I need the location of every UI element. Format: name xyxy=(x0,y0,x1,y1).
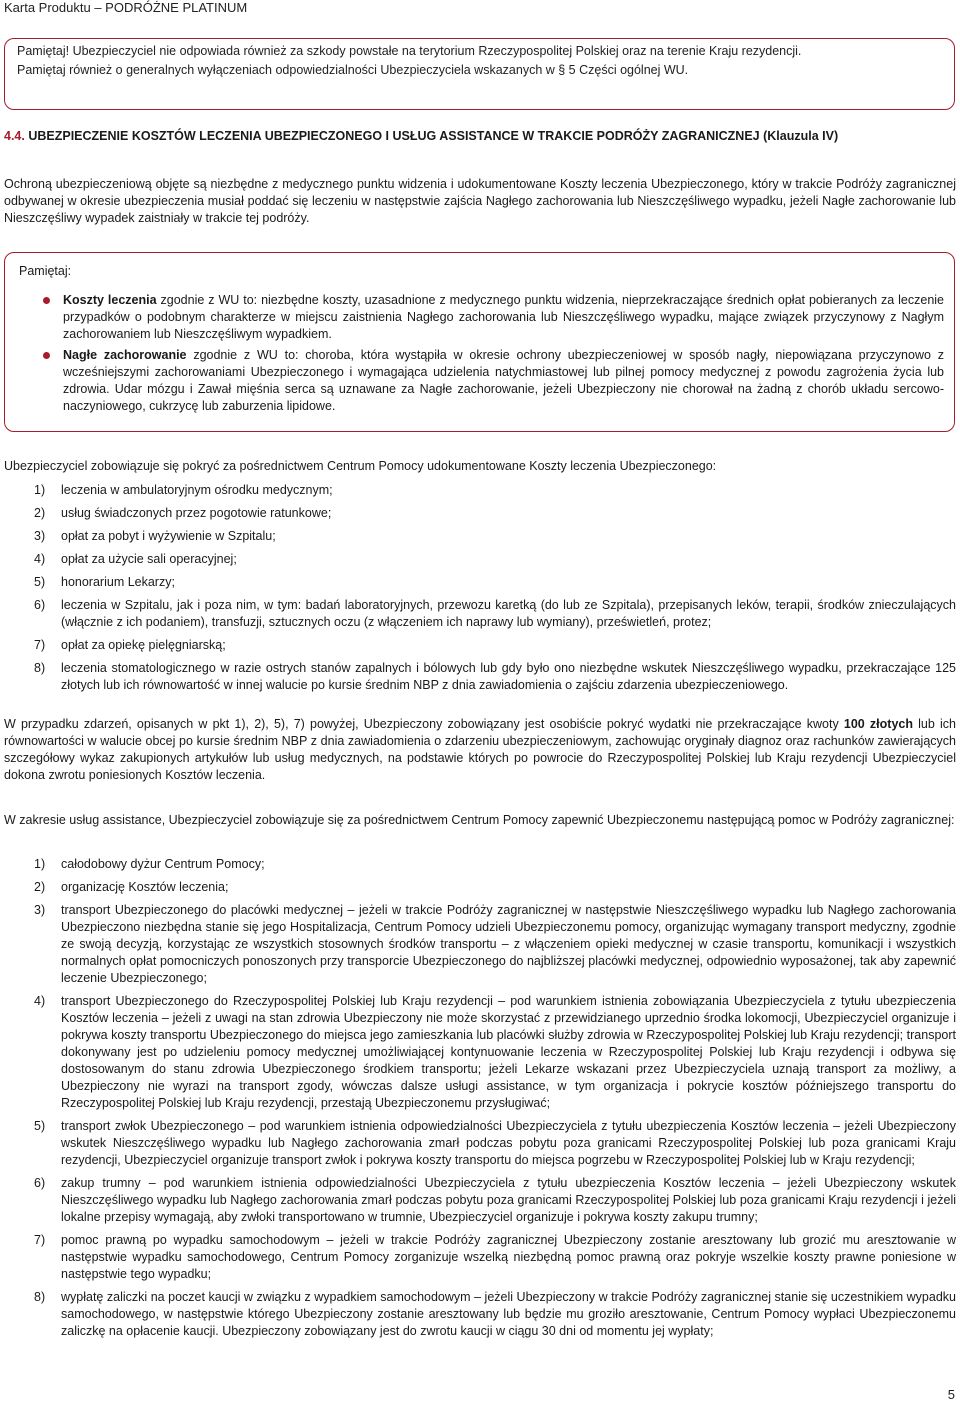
assistance-list xyxy=(4,856,956,1340)
list-number: 4) xyxy=(34,994,46,1008)
list-number: 7) xyxy=(34,638,46,652)
list-item xyxy=(4,660,956,694)
definition-term: Nagłe zachorowanie xyxy=(63,348,187,362)
list-number: 2) xyxy=(34,506,46,520)
list-item xyxy=(4,1289,956,1340)
list-number: 1) xyxy=(34,483,46,497)
self-pay-text: W przypadku zdarzeń, opisanych w pkt 1), 2), 5), 7) powyżej, Ubezpieczony zobowiązany jest osobiście pokryć wydatki nie przekraczające kwoty xyxy=(4,717,844,731)
page-number: 5 xyxy=(947,1387,955,1402)
list-item xyxy=(4,902,956,987)
self-pay-text-cont: lub ich równowartości w walucie obcej po kursie średnim NBP z dnia zawiadomienia o zdarzeniu ubezpieczeniowym, zachowując oryginały diagnoz oraz rachunków zawierających szczegółowy wykaz zakupionych artykułów lub usług medycznych, na podstawie których po powrocie do Rzeczypospolitej Polskiej lub Kraju rezydencji Ubezpieczyciel dokona zwrotu poniesionych Kosztów leczenia. xyxy=(4,717,956,782)
list-text: całodobowy dyżur Centrum Pomocy; xyxy=(61,857,265,871)
definition-item xyxy=(19,292,944,343)
list-text: opłat za użycie sali operacyjnej; xyxy=(61,552,237,566)
list-number: 3) xyxy=(34,529,46,543)
list-item xyxy=(4,574,956,591)
list-text: wypłatę zaliczki na poczet kaucji w związku z wypadkiem samochodowym – jeżeli Ubezpieczony w trakcie Podróży zagranicznej stanie się uczestnikiem wypadku samochodowego, w następstwie którego Ubezpieczony zostanie aresztowany lub będzie mu groziło aresztowanie, Centrum Pomocy wypłaci Ubezpieczonemu zaliczkę na opłacenie kaucji. Ubezpieczony zobowiązany jest do zwrotu kaucji w ciągu 30 dni od momentu jej wypłaty; xyxy=(61,1290,956,1338)
section-title: UBEZPIECZENIE KOSZTÓW LECZENIA UBEZPIECZONEGO I USŁUG ASSISTANCE W TRAKCIE PODRÓŻY ZAGRANICZNEJ (Klauzula IV) xyxy=(28,129,839,143)
list-item xyxy=(4,505,956,522)
list-item xyxy=(4,551,956,568)
reminder-title: Pamiętaj: xyxy=(19,264,72,278)
list-text: leczenia stomatologicznego w razie ostrych stanów zapalnych i bólowych lub gdy było ono niezbędne wskutek Nieszczęśliwego wypadku, przekraczające 125 złotych lub ich równowartość w innej walucie po kursie średnim NBP z dnia zawiadomienia o zajściu zdarzenia ubezpieczeniowego. xyxy=(61,661,956,692)
costs-list xyxy=(4,482,956,694)
list-number: 8) xyxy=(34,1290,46,1304)
list-number: 1) xyxy=(34,857,46,871)
list-text: organizację Kosztów leczenia; xyxy=(61,880,229,894)
list-number: 6) xyxy=(34,598,46,612)
list-item xyxy=(4,528,956,545)
list-text: usług świadczonych przez pogotowie ratunkowe; xyxy=(61,506,332,520)
assistance-lead: W zakresie usług assistance, Ubezpieczyciel zobowiązuje się za pośrednictwem Centrum Pomocy zapewnić Ubezpieczonemu następującą pomoc w Podróży zagranicznej: xyxy=(4,813,955,827)
list-text: transport zwłok Ubezpieczonego – pod warunkiem istnienia odpowiedzialności Ubezpieczyciela z tytułu ubezpieczenia Kosztów leczenia – jeżeli Ubezpieczony wskutek Nieszczęśliwego wypadku lub Nagłego zachorowania zmarł podczas pobytu poza granicami Rzeczypospolitej Polskiej lub poza granicami Kraju rezydencji, Ubezpieczyciel organizuje transport zwłok i pokrywa koszty transportu do miejsca pogrzebu w Rzeczypospolitej Polskiej lub w Kraju rezydencji; xyxy=(61,1119,956,1167)
list-text: transport Ubezpieczonego do Rzeczypospolitej Polskiej lub Kraju rezydencji – pod warunkiem istnienia zobowiązania Ubezpieczyciela z tytułu ubezpieczenia Kosztów leczenia – jeżeli z uwagi na stan zdrowia Ubezpieczony nie może skorzystać z przewidzianego uprzednio środka lokomocji, Ubezpieczyciel organizuje i pokrywa koszty transportu Ubezpieczonego do miejsca jego zamieszkania lub placówki służby zdrowia w Rzeczypospolitej Polskiej lub Kraju rezydencji; transport dokonywany jest po udzieleniu pomocy medycznej umożliwiającej kontynuowanie leczenia w Rzeczypospolitej Polskiej lub Kraju rezydencji i odbywa się dostosowanym do stanu zdrowia Ubezpieczonego środkiem transportu; jeżeli Lekarze wskazani przez Ubezpieczyciela uznają transport za możliwy, a Ubezpieczony nie wyrazi na transport zgody, wówczas dalsze usługi assistance, w tym organizacja i pokrycie kosztów późniejszego transportu do Rzeczypospolitej Polskiej lub Kraju rezydencji, przestają Ubezpieczonemu przysługiwać; xyxy=(61,994,956,1110)
list-text: leczenia w Szpitalu, jak i poza nim, w tym: badań laboratoryjnych, przewozu karetką (do lub ze Szpitala), przepisanych leków, terapii, środków znieczulających (włącznie z ich podaniem), transfuzji, sztucznych oczu (z włączeniem ich naprawy lub wymiany), prześwietleń, protez; xyxy=(61,598,956,629)
list-item xyxy=(4,597,956,631)
definition-text: zgodnie z WU to: niezbędne koszty, uzasadnione z medycznego punktu widzenia, nieprzekraczające średnich opłat pobieranych za leczenie przypadków o podobnym charakterze w miejscu zaistnienia Nagłego zachorowania lub Nieszczęśliwego wypadku, mające związek przyczynowy z Nagłym zachorowaniem lub Nieszczęśliwym wypadkiem. xyxy=(63,293,945,341)
list-text: leczenia w ambulatoryjnym ośrodku medycznym; xyxy=(61,483,333,497)
list-item xyxy=(4,1175,956,1226)
list-item xyxy=(4,1232,956,1283)
definition-text: zgodnie z WU to: choroba, która wystąpiła w okresie ochrony ubezpieczeniowej w sposób nagły, niepowiązana przyczynowo z wcześniejszymi zachorowaniami Ubezpieczonego i wymagająca udzielenia natychmiastowej lub pilnej pomocy medycznej z powodu zagrożenia życia lub zdrowia. Udar mózgu i Zawał mięśnia serca są uznawane za Nagłe zachorowanie, jeżeli Ubezpieczony nie chorował na żadną z chorób układu sercowo-naczyniowego, cukrzycę lub zaburzenia lipidowe. xyxy=(63,348,944,413)
self-pay-paragraph xyxy=(4,716,956,784)
list-item xyxy=(4,482,956,499)
list-number: 7) xyxy=(34,1233,46,1247)
list-item xyxy=(4,1118,956,1169)
list-item xyxy=(4,856,956,873)
list-text: opłat za opiekę pielęgniarską; xyxy=(61,638,226,652)
list-item xyxy=(4,879,956,896)
list-number: 2) xyxy=(34,880,46,894)
section-heading xyxy=(4,128,956,145)
self-pay-amount: 100 złotych xyxy=(843,717,913,731)
costs-lead: Ubezpieczyciel zobowiązuje się pokryć za pośrednictwem Centrum Pomocy udokumentowane Koszty leczenia Ubezpieczonego: xyxy=(4,459,717,473)
reminder-box xyxy=(4,252,955,432)
bullet-icon xyxy=(43,352,50,359)
list-text: pomoc prawną po wypadku samochodowym – jeżeli w trakcie Podróży zagranicznej Ubezpieczony zostanie aresztowany lub grozić mu aresztowanie w następstwie wypadku samochodowego, Centrum Pomocy zorganizuje wszelką niezbędną pomoc prawną oraz pokryje wszelkie koszty prawne poniesione w następstwie tego wypadku; xyxy=(61,1233,956,1281)
list-number: 5) xyxy=(34,1119,46,1133)
list-item xyxy=(4,993,956,1112)
list-item xyxy=(4,637,956,654)
bullet-icon xyxy=(43,297,50,304)
list-number: 4) xyxy=(34,552,46,566)
warning-line-2: Pamiętaj również o generalnych wyłączeniach odpowiedzialności Ubezpieczyciela wskazanych w § 5 Części ogólnej WU. xyxy=(17,63,689,77)
section-number: 4.4. xyxy=(4,129,25,143)
list-text: opłat za pobyt i wyżywienie w Szpitalu; xyxy=(61,529,276,543)
warning-line-1: Pamiętaj! Ubezpieczyciel nie odpowiada również za szkody powstałe na terytorium Rzeczypospolitej Polskiej oraz na terenie Kraju rezydencji. xyxy=(17,44,802,58)
list-text: transport Ubezpieczonego do placówki medycznej – jeżeli w trakcie Podróży zagranicznej w następstwie Nieszczęśliwego wypadku lub Nagłego zachorowania Ubezpieczono niezbędna stanie się jego Hospitalizacja, Centrum Pomocy udzieli Ubezpieczonemu pomocy, organizując wymagany transport medyczny, zgodnie ze swoją decyzją, korzystając ze wszystkich stosownych środków transportu – z włączeniem opieki medycznej w czasie transportu, komunikacji i wszystkich normalnych opłat pomocniczych ponoszonych przy transporcie Ubezpieczonego do najbliższej placówki medycznej, odpowiednio wyposażonej, tak aby zapewnić leczenie Ubezpieczonego; xyxy=(61,903,956,985)
list-number: 3) xyxy=(34,903,46,917)
list-text: honorarium Lekarzy; xyxy=(61,575,175,589)
list-number: 5) xyxy=(34,575,46,589)
definition-item xyxy=(19,347,944,415)
intro-paragraph: Ochroną ubezpieczeniową objęte są niezbędne z medycznego punktu widzenia i udokumentowane Koszty leczenia Ubezpieczonego, który w trakcie Podróży zagranicznej odbywanej w okresie ubezpieczenia musiał poddać się leczeniu w następstwie zajścia Nagłego zachorowania lub Nieszczęśliwego wypadku, jeżeli Nagłe zachorowanie lub Nieszczęśliwy wypadek zaistniały w trakcie tej podróży. xyxy=(4,177,956,225)
document-header: Karta Produktu – PODRÓŻNE PLATINUM xyxy=(4,0,248,15)
definition-term: Koszty leczenia xyxy=(63,293,157,307)
warning-box xyxy=(4,38,955,110)
list-number: 8) xyxy=(34,661,46,675)
list-text: zakup trumny – pod warunkiem istnienia odpowiedzialności Ubezpieczyciela z tytułu ubezpieczenia Kosztów leczenia – jeżeli Ubezpieczony wskutek Nieszczęśliwego wypadku lub Nagłego zachorowania zmarł podczas pobytu poza granicami Rzeczypospolitej Polskiej lub poza granicami Kraju rezydencji i jeżeli lokalne przepisy wymagają, aby zwłoki transportowano w trumnie, Ubezpieczyciel organizuje i pokrywa koszty zakupu trumny; xyxy=(61,1176,956,1224)
list-number: 6) xyxy=(34,1176,46,1190)
